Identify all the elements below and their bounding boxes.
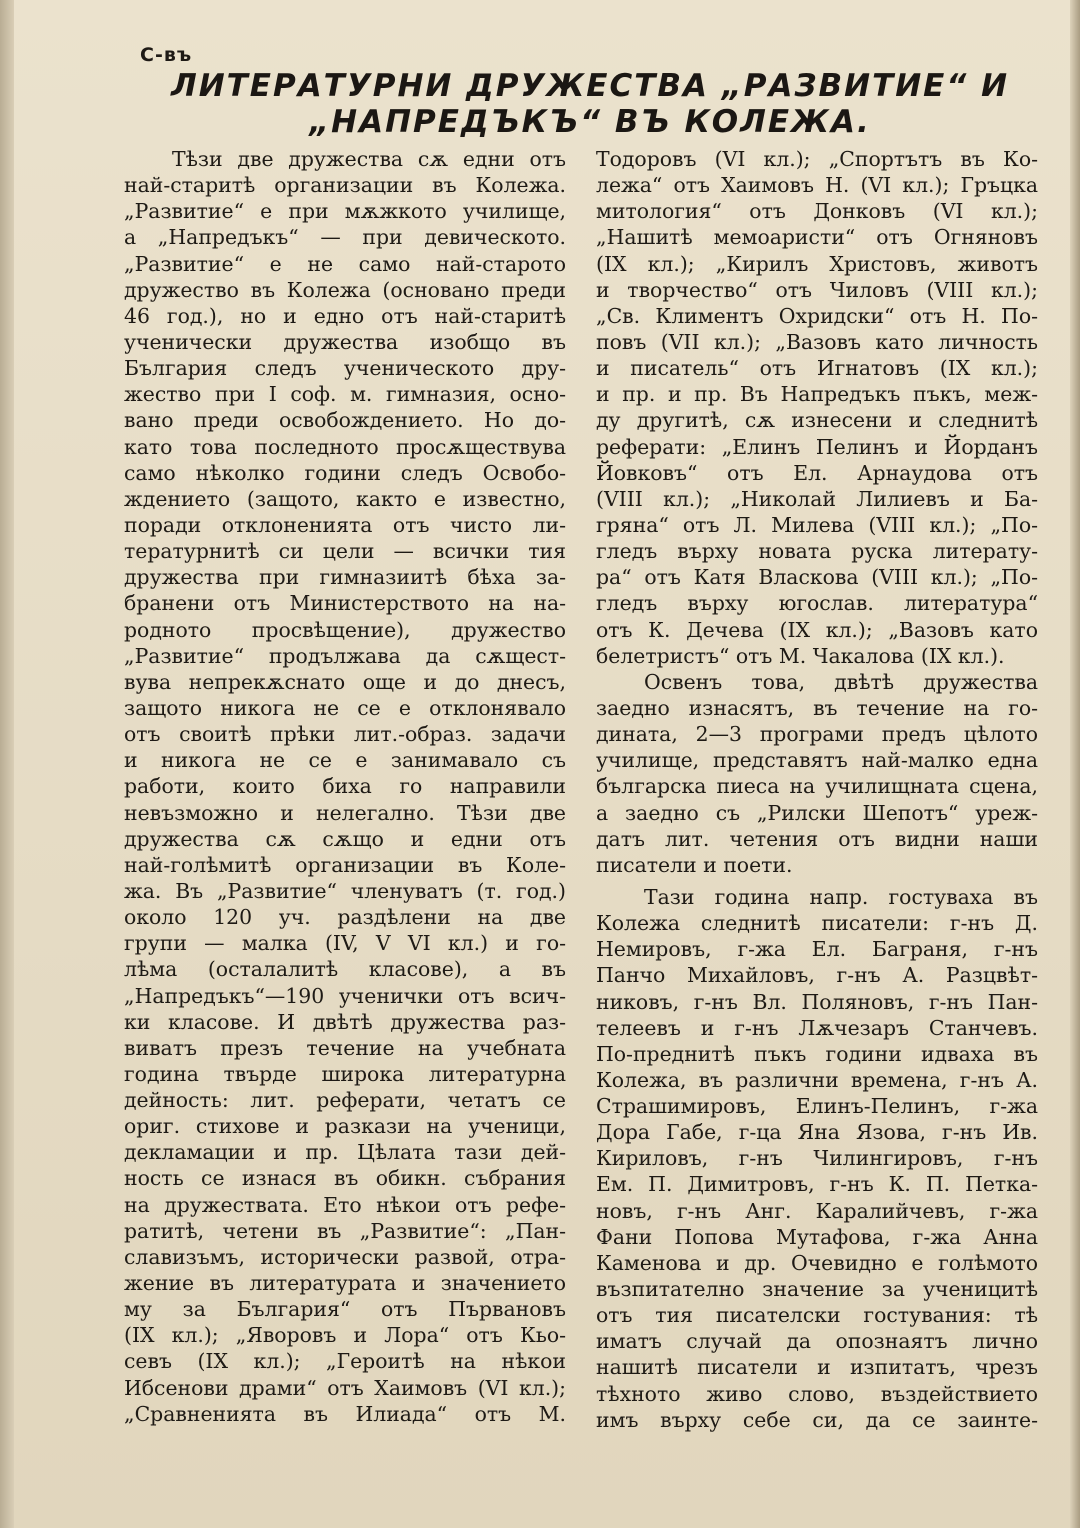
article-title-line-1: ЛИТЕРАТУРНИ ДРУЖЕСТВА „РАЗВИТИЕ“ И <box>170 68 1010 104</box>
text-line: българска пиеса на училищната сцена, <box>596 774 1038 799</box>
text-line: Ем. П. Димитровъ, г-нъ К. П. Петка- <box>596 1172 1038 1197</box>
text-line: Тѣзи две дружества сѫ едни отъ <box>172 147 566 171</box>
text-line: и пр. и пр. Въ Напредъкъ пъкъ, меж- <box>596 382 1038 407</box>
text-line: ориг. стихове и разкази на ученици, <box>124 1114 566 1139</box>
right-column <box>596 146 1038 1433</box>
text-line: дружество въ Колежа (основано преди <box>124 277 566 302</box>
text-line: „Св. Климентъ Охридски“ отъ Н. По- <box>596 303 1038 328</box>
text-line: ду другитѣ, сѫ изнесени и следнитѣ <box>596 408 1038 433</box>
text-line: а заедно съ „Рилски Шепотъ“ уреж- <box>596 800 1038 825</box>
text-line: лѣма (осталалитѣ класове), а въ <box>124 957 566 982</box>
text-line: нашитѣ писатели и изпитатъ, чрезъ <box>596 1355 1038 1380</box>
text-line: на дружествата. Ето нѣкои отъ рефе- <box>124 1192 566 1217</box>
text-line: ки класове. И двѣтѣ дружества раз- <box>124 1009 566 1034</box>
text-line: Освенъ това, двѣтѣ дружества <box>644 669 1038 694</box>
text-line: лежа“ отъ Хаимовъ Н. (VI кл.); Гръцка <box>596 173 1038 198</box>
text-line: му за България“ отъ Първановъ <box>124 1297 566 1322</box>
text-line: жа. Въ „Развитие“ членуватъ (т. год.) <box>124 878 566 903</box>
text-line: най-старитѣ организации въ Колежа. <box>124 173 566 198</box>
text-line: само нѣколко години следъ Освобо- <box>124 460 566 485</box>
left-column <box>124 146 566 1427</box>
text-line: ученически дружества изобщо въ <box>124 329 566 354</box>
text-line: телеевъ и г-нъ Лѫчезаръ Станчевъ. <box>596 1015 1038 1040</box>
text-line: невъзможно и нелегално. Тѣзи две <box>124 800 566 825</box>
text-line: гледъ върху новата руска литерату- <box>596 539 1038 564</box>
text-line: Колежа, въ различни времена, г-нъ А. <box>596 1067 1038 1092</box>
text-line: родното просвѣщение), дружество <box>124 617 566 642</box>
page-binding-edge <box>0 0 14 1528</box>
text-line: работи, които биха го направили <box>124 774 566 799</box>
text-line: дината, 2—3 програми предъ цѣлото <box>596 722 1038 747</box>
text-line: „Развитие“ е не само най-старото <box>124 251 566 276</box>
text-line: като това последното просѫществува <box>124 434 566 459</box>
text-line: виватъ презъ течение на учебната <box>124 1035 566 1060</box>
text-line: (IX кл.); „Яворовъ и Лора“ отъ Кьо- <box>124 1323 566 1348</box>
text-line: а „Напредъкъ“ — при девическото. <box>124 225 566 250</box>
text-line: училище, представятъ най-малко една <box>596 748 1038 773</box>
text-line: „Развитие“ продължава да сѫщест- <box>124 643 566 668</box>
text-line: „Развитие“ е при мѫжкото училище, <box>124 199 566 224</box>
text-line: реферати: „Елинъ Пелинъ и Йорданъ <box>596 434 1038 459</box>
text-line: тѣхното живо слово, въздействието <box>596 1381 1038 1406</box>
text-line: „Напредъкъ“—190 ученички отъ всич- <box>124 983 566 1008</box>
text-line: ра“ отъ Катя Власкова (VIII кл.); „По- <box>596 565 1038 590</box>
text-line: белетристъ“ отъ М. Чакалова (IX кл.). <box>596 643 1005 668</box>
text-line: митология“ отъ Донковъ (VI кл.); <box>596 199 1038 224</box>
text-line: ждението (защото, както е известно, <box>124 486 566 511</box>
text-line: датъ лит. четения отъ видни наши <box>596 826 1038 851</box>
text-line: гледъ върху югослав. литература“ <box>596 591 1038 616</box>
text-line: тературнитѣ си цели — всички тия <box>124 539 566 564</box>
text-line: новъ, г-нъ Анг. Каралийчевъ, г-жа <box>596 1198 1038 1223</box>
text-line: декламации и пр. Цѣлата тази дей- <box>124 1140 566 1165</box>
text-line: никовъ, г-нъ Вл. Поляновъ, г-нъ Пан- <box>596 989 1038 1014</box>
text-line: (VIII кл.); „Николай Лилиевъ и Ба- <box>596 486 1038 511</box>
text-line: отъ К. Дечева (IX кл.); „Вазовъ като <box>596 617 1038 642</box>
text-line: дружества сѫ сѫщо и едни отъ <box>124 826 566 851</box>
text-line: Дора Габе, г-ца Яна Язова, г-нъ Ив. <box>596 1120 1038 1145</box>
text-line: вано преди освобождението. Но до- <box>124 408 566 433</box>
text-line: иматъ случай да опознаятъ лично <box>596 1329 1038 1354</box>
text-line: ность се изнася въ обикн. събрания <box>124 1166 566 1191</box>
text-line: групи — малка (IV, V VI кл.) и го- <box>124 931 566 956</box>
text-line: Колежа следнитѣ писатели: г-нъ Д. <box>596 911 1038 936</box>
text-line: дейность: лит. реферати, четатъ се <box>124 1088 566 1113</box>
corner-mark: С-въ <box>140 44 193 66</box>
text-line: вува непрекѫснато още и до днесъ, <box>124 669 566 694</box>
text-line: година твърде широка литературна <box>124 1061 566 1086</box>
text-line: ратитѣ, четени въ „Развитие“: „Пан- <box>124 1218 566 1243</box>
text-line: отъ своитѣ прѣки лит.-образ. задачи <box>124 722 566 747</box>
text-line: гряна“ отъ Л. Милева (VIII кл.); „По- <box>596 512 1038 537</box>
text-line: Тодоровъ (VI кл.); „Спортътъ въ Ко- <box>596 147 1038 171</box>
text-line: имъ върху себе си, да се заинте- <box>596 1407 1038 1432</box>
text-line: славизъмъ, исторически развой, отра- <box>124 1244 566 1269</box>
text-line: жество при I соф. м. гимназия, осно- <box>124 382 566 407</box>
text-line: България следъ ученическото дру- <box>124 356 566 381</box>
text-line: Кириловъ, г-нъ Чилингировъ, г-нъ <box>596 1146 1038 1171</box>
text-line: и творчество“ отъ Чиловъ (VIII кл.); <box>596 277 1038 302</box>
text-line: и писатель“ отъ Игнатовъ (IX кл.); <box>596 356 1038 381</box>
text-line: „Нашитѣ мемоаристи“ отъ Огняновъ <box>596 225 1038 250</box>
text-line: Ибсенови драми“ отъ Хаимовъ (VI кл.); <box>124 1375 566 1400</box>
text-line: Йовковъ“ отъ Ел. Арнаудова отъ <box>596 460 1038 485</box>
text-line: 46 год.), но и едно отъ най-старитѣ <box>124 303 566 328</box>
text-line: Тази година напр. гостуваха въ <box>644 884 1038 909</box>
text-line: отъ тия писателски гостувания: тѣ <box>596 1303 1038 1328</box>
text-line: дружества при гимназиитѣ бѣха за- <box>124 565 566 590</box>
text-line: жение въ литературата и значението <box>124 1271 566 1296</box>
text-line: около 120 уч. раздѣлени на две <box>124 905 566 930</box>
text-line: възпитателно значение за ученицитѣ <box>596 1277 1038 1302</box>
text-line: севъ (IX кл.); „Героитѣ на нѣкои <box>124 1349 566 1374</box>
text-line: писатели и поети. <box>596 852 793 877</box>
text-line: По-преднитѣ пъкъ години идваха въ <box>596 1041 1038 1066</box>
page-outer-edge <box>1070 0 1080 1528</box>
text-line: и никога не се е занимавало съ <box>124 748 566 773</box>
text-line: най-голѣмитѣ организации въ Коле- <box>124 852 566 877</box>
text-line: защото никога не се е отклонявало <box>124 695 566 720</box>
text-line: (IX кл.); „Кирилъ Христовъ, животъ <box>596 251 1038 276</box>
text-line: повъ (VII кл.); „Вазовъ като личность <box>596 329 1038 354</box>
text-line: заедно изнасятъ, въ течение на го- <box>596 695 1038 720</box>
article-title-line-2: „НАПРЕДЪКЪ“ ВЪ КОЛЕЖА. <box>309 104 871 140</box>
text-line: „Сравненията въ Илиада“ отъ М. <box>124 1401 566 1426</box>
text-line: Немировъ, г-жа Ел. Баграня, г-нъ <box>596 937 1038 962</box>
text-line: Фани Попова Мутафова, г-жа Анна <box>596 1224 1038 1249</box>
text-line: Панчо Михайловъ, г-нъ А. Разцвѣт- <box>596 963 1038 988</box>
text-line: бранени отъ Министерството на на- <box>124 591 566 616</box>
text-line: Каменова и др. Очевидно е голѣмото <box>596 1250 1038 1275</box>
text-line: поради отклоненията отъ чисто ли- <box>124 512 566 537</box>
text-line: Страшимировъ, Елинъ-Пелинъ, г-жа <box>596 1094 1038 1119</box>
